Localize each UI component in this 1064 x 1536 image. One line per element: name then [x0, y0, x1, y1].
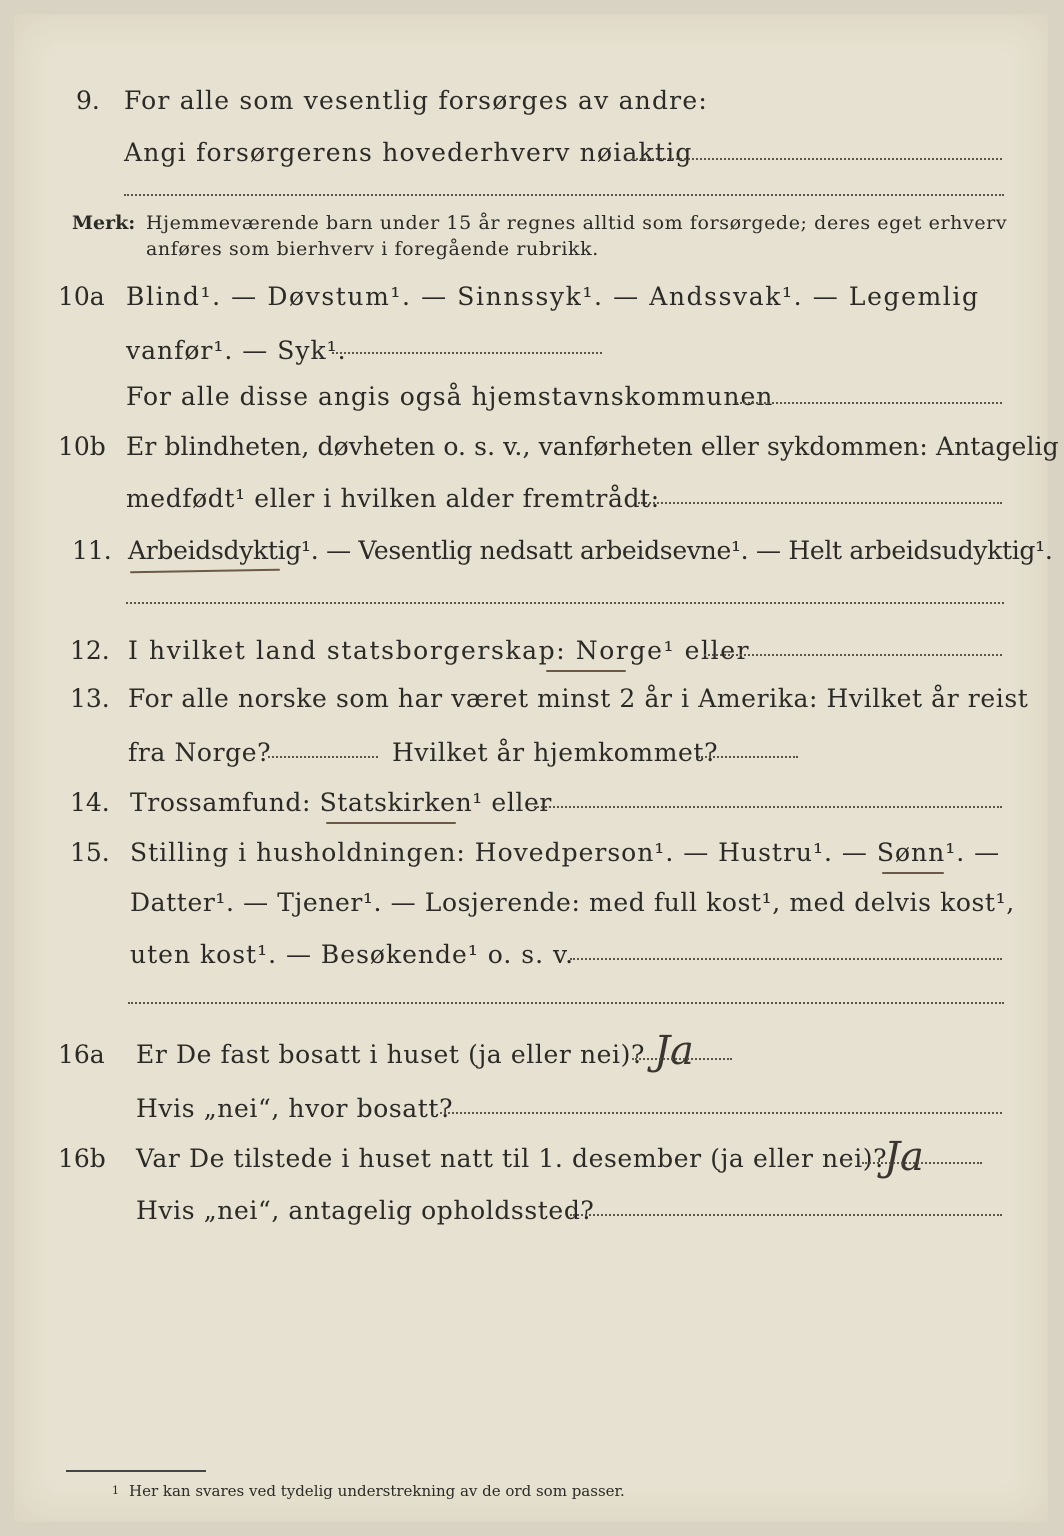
q9-answer-line-2[interactable] — [124, 194, 1004, 196]
q12-answer-line[interactable] — [704, 654, 1002, 656]
merk-line2: anføres som bierhverv i foregående rubrikk. — [146, 238, 599, 260]
q16a-line2: Hvis „nei“, hvor bosatt? — [136, 1094, 454, 1123]
q11-underline-arbeidsdyktig — [130, 569, 280, 574]
q14-number: 14. — [70, 788, 110, 817]
q13-line2b: Hvilket år hjemkommet? — [392, 738, 719, 767]
q16b-line2: Hvis „nei“, antagelig opholdssted? — [136, 1196, 595, 1225]
q9-line2: Angi forsørgerens hovederhverv nøiaktig — [124, 138, 693, 167]
q10a-line3: For alle disse angis også hjemstavnskommunen — [126, 382, 774, 411]
q11-line1: Arbeidsdyktig¹. — Vesentlig nedsatt arbeidsevne¹. — Helt arbeidsudyktig¹. — [128, 536, 1053, 565]
q10a-line2: vanfør¹. — Syk¹. — [126, 336, 347, 365]
q15-answer-line[interactable] — [570, 958, 1002, 960]
q15-underline-sonn — [882, 872, 944, 874]
q15-number: 15. — [70, 838, 110, 867]
q16a-answer-line[interactable] — [632, 1058, 732, 1060]
q13-hjemkommet-line[interactable] — [698, 756, 798, 758]
q10b-line1: Er blindheten, døvheten o. s. v., vanførheten eller sykdommen: Antagelig — [126, 432, 1059, 461]
q12-number: 12. — [70, 636, 110, 665]
merk-line1: Hjemmeværende barn under 15 år regnes alltid som forsørgede; deres eget erhverv — [146, 212, 1008, 234]
q11-number: 11. — [72, 536, 112, 565]
q9-number: 9. — [76, 86, 100, 115]
q12-line1: I hvilket land statsborgerskap: Norge¹ eller — [128, 636, 751, 665]
footnote — [112, 1482, 625, 1500]
q9-line1: For alle som vesentlig forsørges av andre: — [124, 86, 708, 115]
q16b-handwritten-answer[interactable]: Ja — [884, 1134, 924, 1180]
q16b-line1: Var De tilstede i huset natt til 1. desember (ja eller nei)? — [136, 1144, 888, 1173]
footnote-marker: 1 — [112, 1484, 119, 1497]
q16a-handwritten-answer[interactable]: Ja — [654, 1028, 694, 1074]
q11-answer-line[interactable] — [126, 602, 1004, 604]
q16b-answer-line[interactable] — [862, 1162, 982, 1164]
q10a-hjemstavn-line[interactable] — [736, 402, 1002, 404]
q10b-answer-line[interactable] — [638, 502, 1002, 504]
merk-label: Merk: — [72, 212, 136, 234]
q14-underline-statskirken — [326, 822, 456, 824]
q10a-line1: Blind¹. — Døvstum¹. — Sinnssyk¹. — Andssvak¹. — Legemlig — [126, 282, 980, 311]
q10a-number: 10a — [58, 282, 105, 311]
q16a-line1: Er De fast bosatt i huset (ja eller nei)? — [136, 1040, 645, 1069]
q15-line2: Datter¹. — Tjener¹. — Losjerende: med full kost¹, med delvis kost¹, — [130, 888, 1015, 917]
q13-number: 13. — [70, 684, 110, 713]
footnote-text: Her kan svares ved tydelig understrekning av de ord som passer. — [129, 1482, 625, 1500]
q13-reist-line[interactable] — [268, 756, 378, 758]
q16b-number: 16b — [58, 1144, 106, 1173]
q16a-number: 16a — [58, 1040, 105, 1069]
q15-answer-line-2[interactable] — [128, 1002, 1004, 1004]
q9-answer-line[interactable] — [632, 158, 1002, 160]
q10b-number: 10b — [58, 432, 106, 461]
footnote-rule — [66, 1470, 206, 1472]
q14-line1: Trossamfund: Statskirken¹ eller — [130, 788, 552, 817]
q16a-bosatt-line[interactable] — [440, 1112, 1002, 1114]
q10a-answer-line[interactable] — [332, 352, 602, 354]
q16b-opholdssted-line[interactable] — [570, 1214, 1002, 1216]
q12-underline-norge — [546, 670, 626, 672]
q10b-line2: medfødt¹ eller i hvilken alder fremtrådt: — [126, 484, 660, 513]
q15-line3: uten kost¹. — Besøkende¹ o. s. v. — [130, 940, 575, 969]
q14-answer-line[interactable] — [534, 806, 1002, 808]
census-form-page — [14, 14, 1059, 1522]
q13-line2a: fra Norge? — [128, 738, 272, 767]
q15-line1: Stilling i husholdningen: Hovedperson¹. — Hustru¹. — Sønn¹. — — [130, 838, 1001, 867]
q13-line1: For alle norske som har været minst 2 år i Amerika: Hvilket år reist — [128, 684, 1029, 713]
